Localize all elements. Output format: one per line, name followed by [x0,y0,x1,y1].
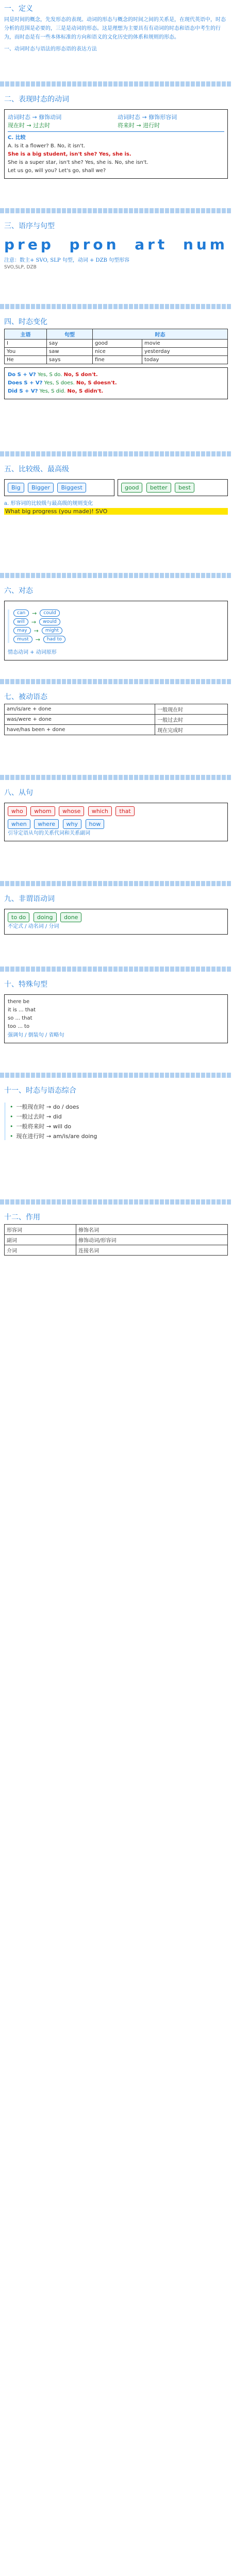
chip: Big [8,483,24,493]
cell: nice [93,348,142,356]
arrow-icon: → [31,618,37,625]
cell: fine [93,356,142,364]
modal-box [4,601,228,660]
answer-no: No, S don't. [63,372,98,378]
bullet-icon: • [10,1132,13,1140]
nonfinite-box [4,909,228,935]
cell: saw [47,348,93,356]
section-2 [4,91,228,204]
question-box [4,367,228,399]
chip: whose [59,806,84,816]
item-left [8,113,114,129]
cell: say [47,340,93,348]
cell: 现在完成时 [155,725,228,735]
section-title: 八、从句 [4,789,33,797]
answer-yes: Yes, S does. [44,380,75,386]
passive-table [4,704,228,735]
modal-list [8,609,224,643]
qa-row [8,371,224,379]
section-title: 五、比较级、最高级 [4,465,69,473]
tense-table [4,329,228,364]
chip: better [146,483,171,493]
item-label: 动词时态 → 修饰动词 [8,114,62,121]
divider-stripe [0,1073,232,1078]
section-10 [4,976,228,1069]
chip: good [121,483,142,493]
example-label: C. 比较 [8,135,26,141]
cell: 修饰名词 [76,1225,228,1235]
chip: when [8,819,30,829]
item-value: 将来时 → 进行时 [118,122,160,129]
cell: He [5,356,47,364]
arrow-icon: → [34,627,39,634]
chip: which [88,806,112,816]
chip: that [115,806,134,816]
modal-value: could [40,609,59,617]
modal-value: had to [43,636,65,643]
chip: to do [8,912,29,922]
section-3 [4,217,228,300]
item-right [118,113,224,129]
rule-text: a. 形容词的比较级与最高级的规则变化 [4,501,93,506]
tip: 情态动词 + 动词原形 [8,650,57,655]
definition-box [4,109,228,179]
cell: says [47,356,93,364]
divider-stripe [0,881,232,886]
cell: good [93,340,142,348]
chip: best [175,483,194,493]
divider-stripe [0,679,232,684]
answer-no: No, S didn't. [67,388,104,394]
header-cell: 主语 [5,329,47,340]
cell: 修饰动词/形容词 [76,1235,228,1245]
relative-adverbs [8,819,224,829]
cell: yesterday [142,348,228,356]
modal-row [13,636,224,643]
pattern: it is ... that [8,1007,36,1013]
arrow-icon: → [35,636,40,643]
modal-key: may [13,627,31,634]
cell: 一般过去时 [155,715,228,725]
bullet-text: 一般过去时 → did [16,1113,62,1120]
divider-stripe [0,967,232,972]
memo: 不定式 / 动名词 / 分词 [8,924,59,929]
paragraph: 同是时间的概念，先发形态的表现。动词的形态与概念的时间之间的关系是，在现代英语中，时态分析的范围是必要的，三是是动词的形态。这是理想为主要具有有动词的时态和语态中考生的行为，而时态是有一些本体标准的方向和语义的文化历史的体系和规则的形态。 [4,17,226,40]
answer-no: No, S doesn't. [76,380,117,386]
answer-yes: Yes, S do. [37,372,62,378]
highlight: What big progress (you made)! SVO [4,508,228,515]
note: 一、动词时态与语法的形态语的表达方法 [4,46,97,52]
header-cell: 时态 [93,329,228,340]
word-pron: pron [69,236,120,253]
chip: who [8,806,27,816]
section-title: 一、定义 [4,5,33,13]
header-cell: 句型 [47,329,93,340]
comparison-grid [4,476,228,499]
example-line: She is a big student, isn't she? Yes, she is. [8,151,131,157]
example-block [8,134,224,175]
modal-row [13,609,224,617]
answer-yes: Yes, S did. [39,388,66,394]
word-num: num [183,236,228,253]
divider-stripe [0,304,232,309]
comparison-right [118,479,228,496]
special-box [4,994,228,1043]
example-value: A. Is it a flower? B. No, it isn't. [8,143,86,149]
cell: movie [142,340,228,348]
chip: doing [34,912,57,922]
modal-row [13,618,224,625]
section-9 [4,890,228,962]
pattern: there be [8,999,30,1005]
chip: whom [30,806,55,816]
cell: I [5,340,47,348]
section-title: 十二、作用 [4,1213,40,1222]
section-4 [4,313,228,447]
modal-value: might [42,627,62,634]
divider-stripe [0,1199,232,1205]
section-8 [4,784,228,877]
modal-key: will [13,618,28,625]
clause-box [4,803,228,841]
cell: 形容词 [5,1225,76,1235]
divider-stripe [0,451,232,456]
section-7 [4,688,228,771]
modal-key: can [13,609,29,617]
section-5 [4,461,228,569]
section-title: 七、被动语态 [4,693,47,701]
chip: done [60,912,81,922]
divider-stripe [0,81,232,87]
section-1 [4,0,228,77]
question: Does S + V? [8,380,43,386]
cell: 连接名词 [76,1245,228,1256]
qa-row [8,387,224,396]
section-title: 四、时态变化 [4,318,47,326]
bullet-icon: • [10,1103,13,1110]
chip: where [34,819,59,829]
example-line: Let us go, will you? Let's go, shall we? [8,168,106,174]
parts-of-speech-row [4,236,228,253]
section-title: 二、表现时态的动词 [4,95,69,104]
bullet-text: 现在进行时 → am/is/are doing [16,1133,97,1140]
cell: 副词 [5,1235,76,1245]
divider-stripe [0,573,232,578]
example-line: She is a super star, isn't she? Yes, she is. No, she isn't. [8,160,148,165]
chip: Biggest [57,483,86,493]
item-value: 现在时 → 过去时 [8,122,51,129]
chip: Bigger [28,483,54,493]
word-prep: prep [4,236,54,253]
pattern: so ... that [8,1015,32,1021]
cell: 介词 [5,1245,76,1256]
item-label: 动词时态 → 修饰形容词 [118,114,177,121]
arrow-icon: → [32,609,37,617]
chip: why [63,819,81,829]
section-11 [4,1082,228,1195]
modal-row [13,627,224,634]
bullet-text: 一般将来时 → will do [16,1123,72,1130]
question: Did S + V? [8,388,38,394]
qa-row [8,379,224,387]
divider-stripe [0,208,232,213]
modal-value: would [39,618,60,625]
cell: was/were + done [5,715,155,725]
relative-pronouns [8,806,224,816]
cell: have/has been + done [5,725,155,735]
chip: how [86,819,105,829]
cell: am/is/are + done [5,704,155,715]
section-title: 十、特殊句型 [4,980,47,989]
cell: today [142,356,228,364]
section-title: 九、非谓语动词 [4,895,55,903]
section-title: 十一、时态与语态综合 [4,1087,76,1095]
bullet-icon: • [10,1113,13,1120]
cell: You [5,348,47,356]
comparison-left [4,479,114,496]
bullet-text: 一般现在时 → do / does [16,1104,79,1110]
section-title: 三、语序与句型 [4,222,55,230]
rule [8,131,224,132]
caption: 注意：数主+ SVO, SLP 句型，动词 + DZB 句型形容 [4,258,130,263]
bullet-list [4,1103,228,1140]
memo: 强调句 / 倒装句 / 省略句 [8,1032,64,1038]
cell: 一般现在时 [155,704,228,715]
bullet-row [10,1122,228,1130]
word-art: art [135,236,168,253]
section-12 [4,1209,228,1322]
pattern: too ... to [8,1024,30,1029]
section-title: 六、对态 [4,587,33,595]
divider-stripe [0,775,232,780]
items-grid [8,113,224,129]
modal-key: must [13,636,32,643]
bullet-row [10,1103,228,1111]
note: 引导定语从句的关系代词和关系副词 [8,831,90,836]
section-6 [4,582,228,675]
bullet-row [10,1112,228,1121]
question: Do S + V? [8,372,36,378]
function-table [4,1224,228,1256]
bullet-row [10,1132,228,1140]
bullet-icon: • [10,1123,13,1130]
abbreviation: SVO,SLP, DZB [4,265,37,270]
